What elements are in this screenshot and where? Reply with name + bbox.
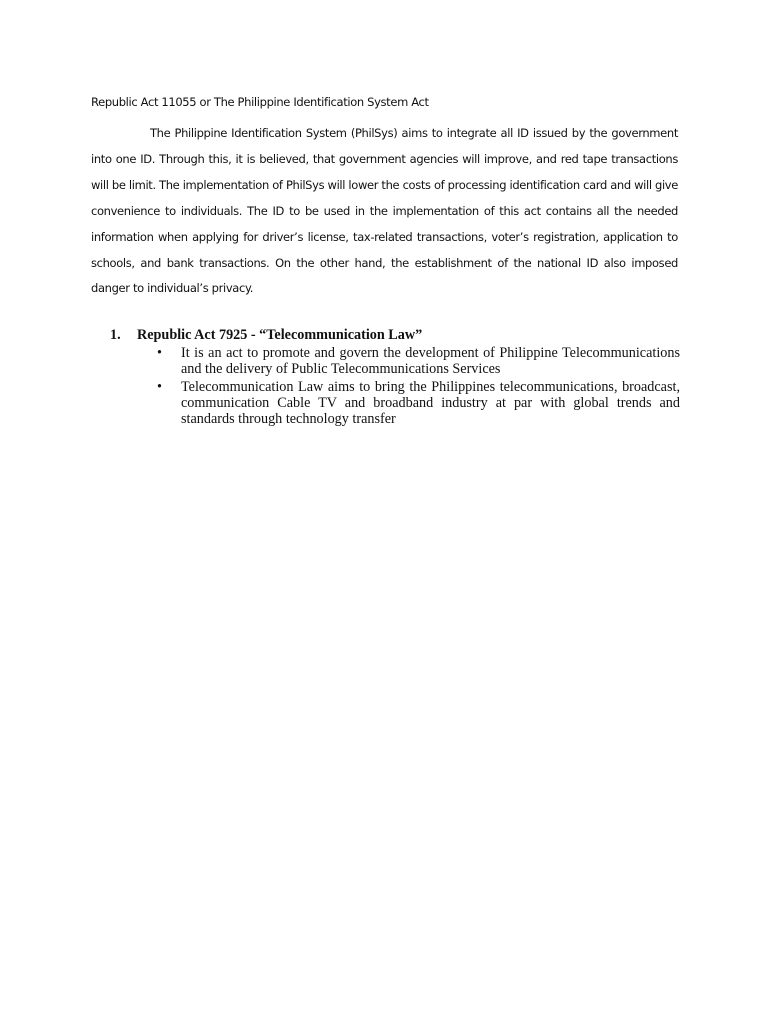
list-title-text: Republic Act 7925 - “Telecommunication Law” — [137, 327, 423, 343]
body-paragraph: The Philippine Identification System (PhilSys) aims to integrate all ID issued by the government into one ID. Through this, it is believed, that government agencies will improve, and red tape transactions will be limit. The implementation of PhilSys will lower the costs of processing identification card and will give convenience to individuals. The ID to be used in the implementation of this act contains all the needed information when applying for driver’s license, tax-related transactions, voter’s registration, application to schools, and bank transactions. On the other hand, the establishment of the national ID also imposed danger to individual’s privacy. — [91, 126, 678, 296]
bullet-icon: • — [157, 378, 162, 395]
bullet-text: It is an act to promote and govern the development of Philippine Telecommunications and the delivery of Public Telecommunications Services — [181, 345, 680, 378]
document-heading: Republic Act 11055 or The Philippine Identification System Act — [91, 95, 429, 109]
numbered-list — [110, 327, 680, 428]
bullet-list — [110, 345, 680, 427]
list-number: 1. — [110, 327, 121, 343]
bullet-icon: • — [157, 345, 162, 362]
bullet-item — [110, 379, 680, 428]
bullet-item — [110, 345, 680, 377]
list-item-title — [110, 327, 680, 343]
bullet-text: Telecommunication Law aims to bring the Philippines telecommunications, broadcast, communication Cable TV and broadband industry at par with global trends and standards through technology transfer — [181, 378, 680, 428]
